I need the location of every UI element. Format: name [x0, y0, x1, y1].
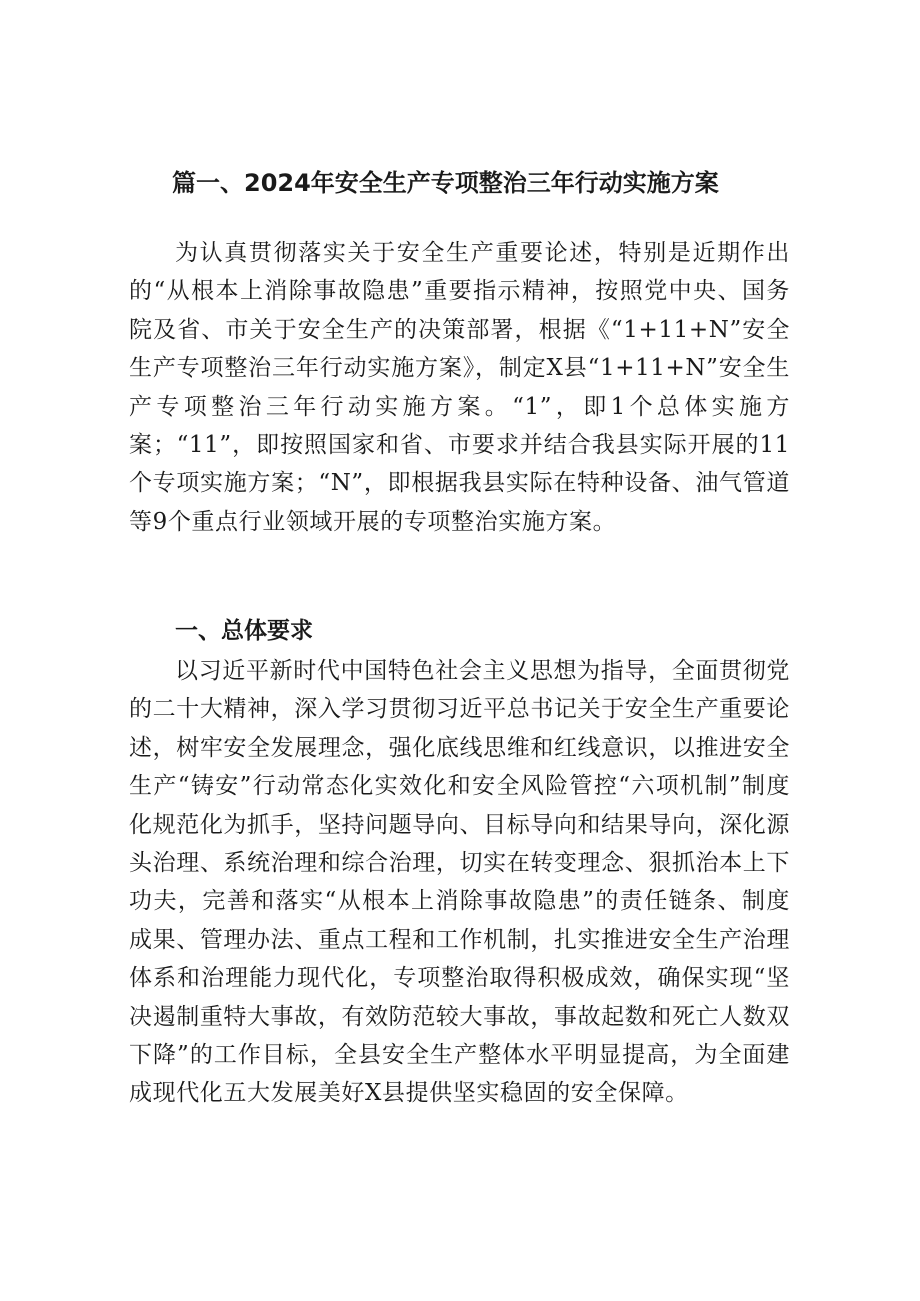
general-requirements-paragraph: 以习近平新时代中国特色社会主义思想为指导，全面贯彻党的二十大精神，深入学习贯彻习近平总书记关于安全生产重要论述，树牢安全发展理念，强化底线思维和红线意识，以推进安全生产“铸安”行动常态化实效化和安全风险管控“六项机制”制度化规范化为抓手，坚持问题导向、目标导向和结果导向，深化源头治理、系统治理和综合治理，切实在转变理念、狠抓治本上下功夫，完善和落实“从根本上消除事故隐患”的责任链条、制度成果、管理办法、重点工程和工作机制，扎实推进安全生产治理体系和治理能力现代化，专项整治取得积极成效，确保实现“坚决遏制重特大事故，有效防范较大事故，事故起数和死亡人数双下降”的工作目标，全县安全生产整体水平明显提高，为全面建成现代化五大发展美好X县提供坚实稳固的安全保障。	[129, 658, 790, 1107]
document-title: 篇一、2024年安全生产专项整治三年行动实施方案	[172, 169, 719, 197]
intro-paragraph: 为认真贯彻落实关于安全生产重要论述，特别是近期作出的“从根本上消除事故隐患”重要指示精神，按照党中央、国务院及省、市关于安全生产的决策部署，根据《“1+11+N”安全生产专项整治三年行动实施方案》，制定X县“1+11+N”安全生产专项整治三年行动实施方案。“1”，即1个总体实施方案；“11”，即按照国家和省、市要求并结合我县实际开展的11个专项实施方案；“N”，即根据我县实际在特种设备、油气管道等9个重点行业领域开展的专项整治实施方案。	[129, 240, 790, 535]
section-heading-general-requirements: 一、总体要求	[175, 618, 313, 644]
